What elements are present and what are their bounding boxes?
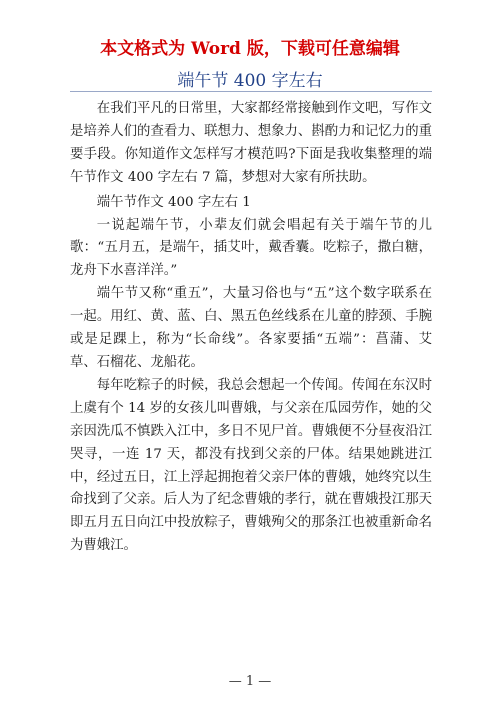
article-body xyxy=(70,98,432,558)
title-divider xyxy=(70,91,432,92)
paragraph: 每年吃粽子的时候，我总会想起一个传闻。传闻在东汉时上虞有个 14 岁的女孩儿叫曹娥，与父亲在瓜园劳作，她的父亲因洗瓜不慎跌入江中，多日不见尸首。曹娥便不分昼夜沿江哭寻，一连 17 天，都没有找到父亲的尸体。结果她跳进江中，经过五日，江上浮起拥抱着父亲尸体的曹娥，她终究以生命找到了父亲。后人为了纪念曹娥的孝行，就在曹娥投江那天即五月五日向江中投放粽子，曹娥殉父的那条江也被重新命名为曹娥江。 xyxy=(70,377,432,554)
paragraph: 端午节又称“重五”，大量习俗也与“五”这个数字联系在一起。用红、黄、蓝、白、黑五色丝线系在儿童的脖颈、手腕或是足踝上，称为“长命线”。各家要插“五端”：菖蒲、艾草、石榴花、龙船花。 xyxy=(70,286,432,370)
page-title: 端午节 400 字左右 xyxy=(177,71,323,91)
paragraph: 一说起端午节，小辈友们就会唱起有关于端午节的儿歌：“五月五，是端午，插艾叶，戴香囊。吃粽子，撒白糖，龙舟下水喜洋洋。” xyxy=(70,217,432,279)
section-heading: 端午节作文 400 字左右 1 xyxy=(96,194,251,210)
download-banner: 本文格式为 Word 版，下载可任意编辑 xyxy=(100,39,400,59)
intro-paragraph: 在我们平凡的日常里，大家都经常接触到作文吧，写作文是培养人们的查看力、联想力、想象力、斟酌力和记忆力的重要手段。你知道作文怎样写才模范吗?下面是我收集整理的端午节作文 400 字左右 7 篇，梦想对大家有所扶助。 xyxy=(70,101,432,185)
page-number: — 1 — xyxy=(228,674,272,689)
